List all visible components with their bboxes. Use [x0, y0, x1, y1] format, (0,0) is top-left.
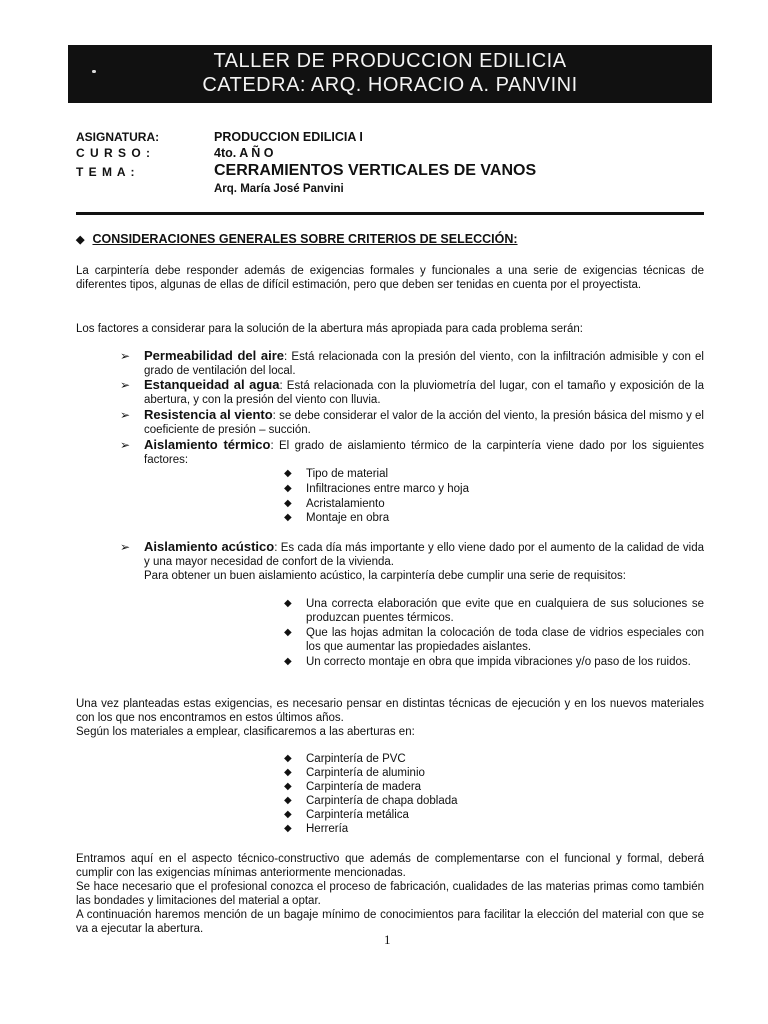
- requirement-text: Una correcta elaboración que evite que en cualquiera de sus soluciones se produzcan puentes térmicos.: [306, 598, 704, 624]
- paragraph-2: Los factores a considerar para la solución de la abertura más apropiada para cada problema serán:: [76, 323, 583, 335]
- paragraph-4: Según los materiales a emplear, clasificaremos a las aberturas en:: [76, 726, 415, 738]
- diamond-bullet-icon: ◆: [284, 753, 292, 764]
- diamond-bullet-icon: ◆: [284, 483, 292, 494]
- thermal-factor-item: [284, 482, 704, 496]
- factor-text: : Está relacionada con la presión del viento, con la infiltración admisible y con el grado de ventilación del local.: [144, 351, 704, 377]
- diamond-bullet-icon: ◆: [284, 823, 292, 834]
- requirement-item: [284, 626, 704, 654]
- factor-text: : Está relacionada con la pluviometría del lugar, con el tamaño y exposición de la abertura, y con la presión del viento con lluvia.: [144, 380, 704, 406]
- asignatura-value: PRODUCCION EDILICIA I: [214, 130, 363, 144]
- material-item: [284, 822, 704, 836]
- header-line-1: TALLER DE PRODUCCION EDILICIA: [213, 50, 567, 72]
- acoustic-extra: Para obtener un buen aislamiento acústico, la carpintería debe cumplir una serie de requisitos:: [144, 570, 627, 582]
- material-text: Carpintería metálica: [306, 809, 409, 821]
- curso-value: 4to. A Ñ O: [214, 146, 274, 160]
- requirement-item: [284, 597, 704, 625]
- curso-label: C U R S O :: [76, 146, 152, 160]
- factor-item: [120, 438, 704, 467]
- author: Arq. María José Panvini: [214, 183, 344, 195]
- thermal-factor-item: [284, 467, 704, 481]
- factor-term: Permeabilidad del aire: [144, 348, 285, 363]
- diamond-bullet-icon: ◆: [284, 809, 292, 820]
- thermal-factor-text: Acristalamiento: [306, 498, 385, 510]
- section-title-text: CONSIDERACIONES GENERALES SOBRE CRITERIOS DE SELECCIÓN:: [92, 232, 518, 246]
- diamond-bullet-icon: ◆: [76, 234, 85, 246]
- factor-term: Aislamiento térmico: [144, 437, 271, 452]
- diamond-bullet-icon: ◆: [284, 767, 292, 778]
- material-item: [284, 794, 704, 808]
- section-title: [76, 232, 518, 246]
- paragraph-1: La carpintería debe responder además de exigencias formales y funcionales a una serie de exigencias técnicas de diferentes tipos, algunas de ellas de difícil estimación, pero que deben ser tenidas en cuenta por el proyectista.: [76, 265, 704, 291]
- material-item: [284, 752, 704, 766]
- material-item: [284, 780, 704, 794]
- material-text: Herrería: [306, 823, 349, 835]
- material-text: Carpintería de madera: [306, 781, 422, 793]
- requirement-item: [284, 655, 704, 669]
- diamond-bullet-icon: ◆: [284, 795, 292, 806]
- paragraph-3: Una vez planteadas estas exigencias, es necesario pensar en distintas técnicas de ejecución y en los nuevos materiales con los que nos encontramos en estos últimos años.: [76, 698, 704, 724]
- arrow-bullet-icon: ➢: [120, 408, 131, 422]
- paragraph-5: Entramos aquí en el aspecto técnico-constructivo que además de complementarse con el funcional y formal, deberá cumplir con las exigencias mínimas anteriormente mencionadas.: [76, 853, 704, 879]
- diamond-bullet-icon: ◆: [284, 656, 292, 667]
- thermal-factor-text: Infiltraciones entre marco y hoja: [306, 483, 469, 495]
- material-item: [284, 766, 704, 780]
- thermal-factor-text: Tipo de material: [306, 468, 389, 480]
- material-text: Carpintería de aluminio: [306, 767, 425, 779]
- tema-label: T E M A :: [76, 165, 136, 179]
- material-text: Carpintería de PVC: [306, 753, 406, 765]
- requirement-text: Un correcto montaje en obra que impida vibraciones y/o paso de los ruidos.: [306, 656, 691, 668]
- diamond-bullet-icon: ◆: [284, 598, 292, 609]
- thermal-factor-text: Montaje en obra: [306, 512, 390, 524]
- arrow-bullet-icon: ➢: [120, 378, 131, 392]
- divider: [76, 212, 704, 215]
- thermal-factor-item: [284, 511, 704, 525]
- factor-text: : se debe considerar el valor de la acción del viento, la presión básica del mismo y el coeficiente de presión – succión.: [144, 410, 704, 436]
- asignatura-label: ASIGNATURA:: [76, 130, 160, 144]
- diamond-bullet-icon: ◆: [284, 512, 292, 523]
- acoustic-text: : Es cada día más importante y ello viene dado por el aumento de la calidad de vida y una mayor necesidad de confort de la vivienda.: [144, 542, 704, 568]
- thermal-factor-item: [284, 497, 704, 511]
- diamond-bullet-icon: ◆: [284, 781, 292, 792]
- material-item: [284, 808, 704, 822]
- header-banner: [68, 45, 712, 103]
- diamond-bullet-icon: ◆: [284, 498, 292, 509]
- factor-term: Resistencia al viento: [144, 407, 273, 422]
- acoustic-term: Aislamiento acústico: [144, 539, 275, 554]
- factor-item: [120, 378, 704, 407]
- page-number: 1: [384, 932, 391, 947]
- arrow-bullet-icon: ➢: [120, 349, 131, 363]
- factor-item: [120, 408, 704, 437]
- material-text: Carpintería de chapa doblada: [306, 795, 458, 807]
- paragraph-7: A continuación haremos mención de un bagaje mínimo de conocimientos para facilitar la elección del material con que se va a ejecutar la abertura.: [76, 909, 704, 935]
- factor-item: [120, 349, 704, 378]
- diamond-bullet-icon: ◆: [284, 627, 292, 638]
- header-line-2: CATEDRA: ARQ. HORACIO A. PANVINI: [202, 74, 578, 96]
- factor-term: Estanqueidad al agua: [144, 377, 280, 392]
- requirement-text: Que las hojas admitan la colocación de toda clase de vidrios especiales con los que aumentar las propiedades aislantes.: [306, 627, 704, 653]
- tema-value: CERRAMIENTOS VERTICALES DE VANOS: [214, 162, 537, 179]
- factor-text: : El grado de aislamiento térmico de la carpintería viene dado por los siguientes factores:: [144, 440, 704, 466]
- arrow-bullet-icon: ➢: [120, 540, 131, 554]
- diamond-bullet-icon: ◆: [284, 468, 292, 479]
- arrow-bullet-icon: ➢: [120, 438, 131, 452]
- acoustic-item: [120, 540, 704, 583]
- paragraph-6: Se hace necesario que el profesional conozca el proceso de fabricación, cualidades de las materias primas como también las bondades y limitaciones del material a optar.: [76, 881, 704, 907]
